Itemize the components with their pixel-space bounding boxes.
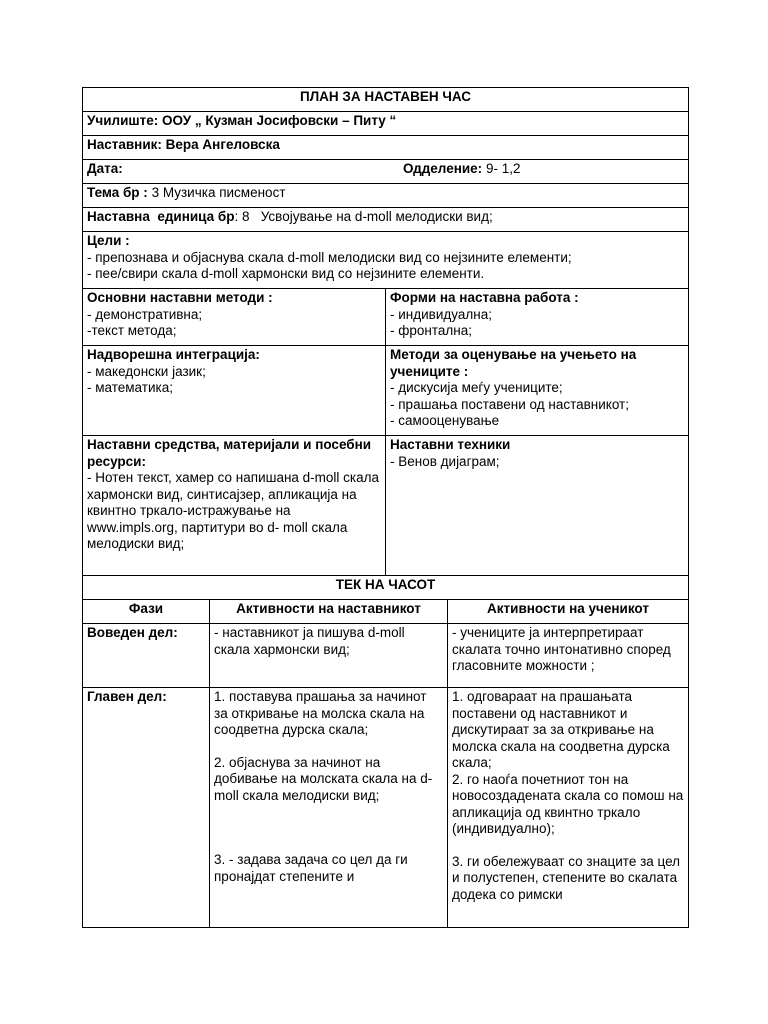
- unit-value: : 8 Усвојување на d-moll мелодиски вид;: [234, 209, 493, 224]
- techniques-label: Наставни техники: [390, 437, 511, 452]
- lesson-plan-table: [82, 87, 689, 576]
- lesson-plan-document: [82, 87, 688, 928]
- main-phase-label: Главен дел:: [87, 689, 167, 704]
- intro-teacher: - наставникот ја пишува d-moll скала хармонски вид;: [210, 624, 448, 688]
- resources-text: - Нотен текст, хамер со напишана d-moll скала хармонски вид, синтисајзер, апликација на квинтно тркало-истражување на www.impls.org, партитури во d- moll скала мелодиски вид;: [87, 470, 380, 551]
- intro-student: - учениците ја интерпретираат скалата точно интонативно според гласовните можности ;: [448, 624, 689, 688]
- unit-row: [83, 208, 689, 232]
- resources-label: Наставни средства, материјали и посебни ресурси:: [87, 437, 372, 469]
- teacher-value: Вера Ангеловска: [165, 137, 280, 152]
- assessment-item: - самооценување: [390, 413, 500, 428]
- main-student-step-2: 2. го наоѓа почетниот тон на новосоздадената скала со помош на апликација од квинтно тркало (индивидуално);: [452, 771, 684, 836]
- col-header-phase: Фази: [83, 600, 210, 624]
- topic-row: [83, 184, 689, 208]
- intro-phase: [83, 624, 210, 688]
- lesson-flow-table: [82, 575, 689, 928]
- main-student-step-3: 3. ги обележуваат со знаците за цел и полустепен, степените во скалата додека со римски: [452, 853, 681, 902]
- date-class-row: [83, 160, 689, 184]
- intro-phase-label: Воведен дел:: [87, 625, 178, 640]
- school-row: [83, 112, 689, 136]
- class-label: Одделение:: [403, 161, 483, 176]
- forms-label: Форми на наставна работа :: [390, 290, 579, 305]
- main-student-step-1: 1. одговараат на прашањата поставени од наставникот и дискутираат за за откривање на молска скала на соодветна дурска скала;: [452, 689, 670, 770]
- method-item: - демонстративна;: [87, 306, 203, 322]
- teacher-row: [83, 136, 689, 160]
- integration-cell: [83, 346, 386, 436]
- goal-item: - пее/свири скала d-moll хармонски вид со нејзините елементи.: [87, 266, 485, 281]
- methods-cell: [83, 289, 386, 346]
- main-student: [448, 688, 689, 928]
- assessment-label: Методи за оценување на учењето на учениците :: [390, 347, 637, 379]
- flow-title: ТЕК НА ЧАСОТ: [83, 576, 689, 600]
- unit-label: Наставна единица бр: [87, 209, 235, 224]
- goal-item: - препознава и објаснува скала d-moll мелодиски вид со нејзините елементи;: [87, 249, 572, 265]
- main-phase: [83, 688, 210, 928]
- class-value: 9- 1,2: [485, 161, 521, 176]
- main-teacher-step-2: 2. објаснува за начинот на добивање на молската скала на d-moll скала мелодиски вид;: [214, 754, 433, 803]
- form-item: - фронтална;: [390, 323, 472, 338]
- topic-value: 3 Музичка писменост: [151, 185, 286, 200]
- integration-item: - математика;: [87, 380, 173, 395]
- col-header-student: Активности на ученикот: [448, 600, 689, 624]
- forms-cell: [386, 289, 689, 346]
- teacher-label: Наставник:: [87, 137, 162, 152]
- assessment-item: - дискусија меѓу учениците;: [390, 380, 563, 395]
- school-label: Училиште:: [87, 113, 159, 128]
- integration-label: Надворешна интеграција:: [87, 347, 260, 362]
- page-title: ПЛАН ЗА НАСТАВЕН ЧАС: [83, 88, 689, 112]
- method-item: -текст метода;: [87, 323, 177, 338]
- form-item: - индивидуална;: [390, 306, 492, 322]
- assessment-cell: [386, 346, 689, 436]
- goals-cell: [83, 232, 689, 289]
- date-label: Дата:: [87, 161, 123, 176]
- methods-label: Основни наставни методи :: [87, 290, 273, 305]
- goals-label: Цели :: [87, 233, 130, 248]
- topic-label: Тема бр :: [87, 185, 148, 200]
- main-teacher-step-1: 1. поставува прашања за начинот за откривање на молска скала на соодветна дурска скала;: [214, 689, 427, 737]
- technique-item: - Венов дијаграм;: [390, 453, 500, 469]
- school-value: ООУ „ Кузман Јосифовски – Питу “: [162, 113, 397, 128]
- assessment-item: - прашања поставени од наставникот;: [390, 396, 629, 412]
- integration-item: - македонски јазик;: [87, 363, 206, 379]
- resources-cell: [83, 436, 386, 576]
- main-teacher-step-3: 3. - задава задача со цел да ги пронајдат степените и: [214, 852, 408, 884]
- main-teacher: [210, 688, 448, 928]
- techniques-cell: [386, 436, 689, 576]
- col-header-teacher: Активности на наставникот: [210, 600, 448, 624]
